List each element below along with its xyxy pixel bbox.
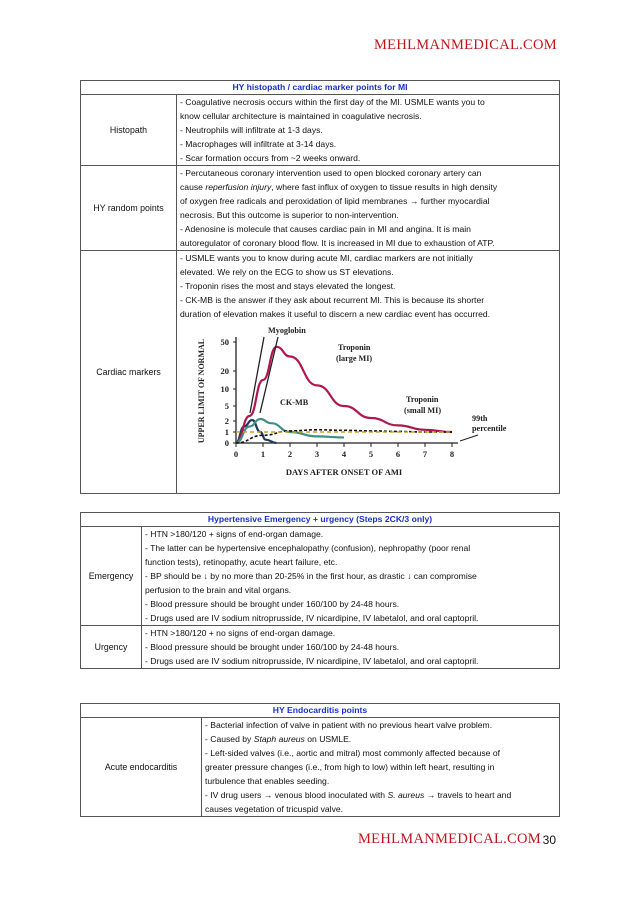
text-line bbox=[205, 788, 556, 802]
y-tick-label: 10 bbox=[220, 384, 229, 394]
x-tick-label: 3 bbox=[314, 449, 320, 459]
y-tick-label: 50 bbox=[220, 337, 229, 347]
row-label: Emergency bbox=[81, 527, 142, 626]
y-tick-label: 0 bbox=[224, 438, 229, 448]
text-line: - USMLE wants you to know during acute MI, cardiac markers are not initially bbox=[180, 253, 473, 263]
text-run: → travels to heart and bbox=[424, 790, 512, 800]
row-content bbox=[177, 166, 560, 251]
italic-term: S. aureus bbox=[387, 790, 425, 800]
text-line: - Scar formation occurs from ~2 weeks onward. bbox=[180, 153, 361, 163]
text-line: - The latter can be hypertensive encephalopathy (confusion), nephropathy (poor renal bbox=[145, 543, 471, 553]
chart-annotation: (large MI) bbox=[336, 354, 373, 363]
x-tick-label: 8 bbox=[449, 449, 455, 459]
table-row bbox=[81, 166, 560, 251]
text-line: - Left-sided valves (i.e., aortic and mitral) most commonly affected because of bbox=[205, 748, 501, 758]
text-line: - HTN >180/120 + signs of end-organ damage. bbox=[145, 529, 324, 539]
chart-annotation: (small MI) bbox=[404, 406, 442, 415]
text-run: - IV drug users → venous blood inoculated with bbox=[205, 790, 388, 800]
table-title: HY histopath / cardiac marker points for MI bbox=[81, 81, 560, 95]
text-line: - Percutaneous coronary intervention used to open blocked coronary artery can bbox=[180, 168, 482, 178]
text-line: of oxygen free radicals and peroxidation of lipid membranes → further myocardial bbox=[180, 196, 490, 206]
text-line: elevated. We rely on the ECG to show us ST elevations. bbox=[180, 267, 394, 277]
row-content bbox=[142, 527, 560, 626]
row-label: HY random points bbox=[81, 166, 177, 251]
y-tick-label: 20 bbox=[220, 366, 229, 376]
mi-table bbox=[80, 80, 560, 494]
text-line: necrosis. But this outcome is superior to non-intervention. bbox=[180, 210, 399, 220]
row-label: Cardiac markers bbox=[81, 251, 177, 494]
x-tick-label: 6 bbox=[395, 449, 401, 459]
row-label: Histopath bbox=[81, 95, 177, 166]
y-tick-label: 5 bbox=[224, 401, 229, 411]
text-run: - Caused by bbox=[205, 734, 254, 744]
row-content bbox=[177, 251, 560, 494]
text-line: - Bacterial infection of valve in patient with no previous heart valve problem. bbox=[205, 720, 493, 730]
x-tick-label: 0 bbox=[233, 449, 239, 459]
annotation-arrow bbox=[250, 337, 264, 413]
y-axis-label: UPPER LIMIT OF NORMAL bbox=[197, 338, 206, 444]
cardiac-marker-chart bbox=[180, 325, 532, 493]
chart-annotation: Troponin bbox=[338, 343, 371, 352]
chart-annotation: Troponin bbox=[406, 395, 439, 404]
x-axis-label: DAYS AFTER ONSET OF AMI bbox=[285, 467, 403, 477]
chart-annotation: percentile bbox=[472, 424, 507, 433]
text-line: - CK-MB is the answer if they ask about recurrent MI. This is because its shorter bbox=[180, 295, 485, 305]
row-content bbox=[177, 95, 560, 166]
text-line: turbulence that enables seeding. bbox=[205, 776, 330, 786]
text-line: function tests), retinopathy, acute heart failure, etc. bbox=[145, 557, 338, 567]
text-line: - Neutrophils will infiltrate at 1-3 days. bbox=[180, 125, 323, 135]
text-line: causes vegetation of tricuspid valve. bbox=[205, 804, 344, 814]
text-line: - Blood pressure should be brought under 160/100 by 24-48 hours. bbox=[145, 599, 400, 609]
text-line: - Coagulative necrosis occurs within the first day of the MI. USMLE wants you to bbox=[180, 97, 485, 107]
text-line bbox=[180, 180, 556, 194]
text-run: on USMLE. bbox=[304, 734, 352, 744]
chart-annotation: 99th bbox=[472, 414, 488, 423]
header-brand: MEHLMANMEDICAL.COM bbox=[373, 37, 557, 53]
table-title: HY Endocarditis points bbox=[81, 704, 560, 718]
text-line: - Macrophages will infiltrate at 3-14 days. bbox=[180, 139, 337, 149]
page-number: 30 bbox=[542, 833, 556, 847]
x-tick-label: 7 bbox=[422, 449, 428, 459]
row-content bbox=[202, 718, 560, 817]
annotation-arrow bbox=[260, 337, 278, 413]
text-line: know cellular architecture is maintained in coagulative necrosis. bbox=[180, 111, 422, 121]
annotation-arrow bbox=[460, 435, 478, 441]
table-title: Hypertensive Emergency + urgency (Steps 2CK/3 only) bbox=[81, 513, 560, 527]
chart-annotation: Myoglobin bbox=[268, 326, 306, 335]
row-label: Acute endocarditis bbox=[81, 718, 202, 817]
table-row bbox=[81, 95, 560, 166]
table-row bbox=[81, 251, 560, 494]
text-line: - HTN >180/120 + no signs of end-organ damage. bbox=[145, 628, 336, 638]
hypertension-table bbox=[80, 512, 560, 669]
endocarditis-table bbox=[80, 703, 560, 817]
y-tick-label: 1 bbox=[224, 427, 229, 437]
table-row bbox=[81, 718, 560, 817]
table-row bbox=[81, 626, 560, 669]
x-tick-label: 2 bbox=[287, 449, 293, 459]
text-line: - BP should be ↓ by no more than 20-25% in the first hour, as drastic ↓ can compromise bbox=[145, 571, 477, 581]
table-row bbox=[81, 527, 560, 626]
footer-brand: MEHLMANMEDICAL.COM bbox=[357, 831, 541, 847]
row-label: Urgency bbox=[81, 626, 142, 669]
text-line: greater pressure changes (i.e., from high to low) within left heart, resulting in bbox=[205, 762, 495, 772]
chart-annotation: CK-MB bbox=[280, 398, 309, 407]
text-line: duration of elevation makes it useful to discern a new cardiac event has occurred. bbox=[180, 309, 491, 319]
text-line: perfusion to the brain and vital organs. bbox=[145, 585, 292, 595]
x-tick-label: 4 bbox=[341, 449, 347, 459]
text-line: - Blood pressure should be brought under 160/100 by 24-48 hours. bbox=[145, 642, 400, 652]
row-content bbox=[142, 626, 560, 669]
text-line: - Troponin rises the most and stays elevated the longest. bbox=[180, 281, 396, 291]
italic-term: reperfusion injury bbox=[205, 182, 272, 192]
y-tick-label: 2 bbox=[224, 416, 229, 426]
chart-svg bbox=[180, 325, 532, 493]
x-tick-label: 1 bbox=[260, 449, 266, 459]
text-run: cause bbox=[180, 182, 206, 192]
text-line: - Drugs used are IV sodium nitroprusside, IV nicardipine, IV labetalol, and oral captopril. bbox=[145, 613, 479, 623]
text-line: - Adenosine is molecule that causes cardiac pain in MI and angina. It is main bbox=[180, 224, 471, 234]
x-tick-label: 5 bbox=[368, 449, 374, 459]
text-line: - Drugs used are IV sodium nitroprusside, IV nicardipine, IV labetalol, and oral captopril. bbox=[145, 656, 479, 666]
text-line bbox=[205, 732, 556, 746]
text-line: autoregulator of coronary blood flow. It is increased in MI due to exhaustion of ATP. bbox=[180, 238, 495, 248]
text-run: , where fast influx of oxygen to tissue results in high density bbox=[271, 182, 498, 192]
italic-term: Staph aureus bbox=[253, 734, 305, 744]
